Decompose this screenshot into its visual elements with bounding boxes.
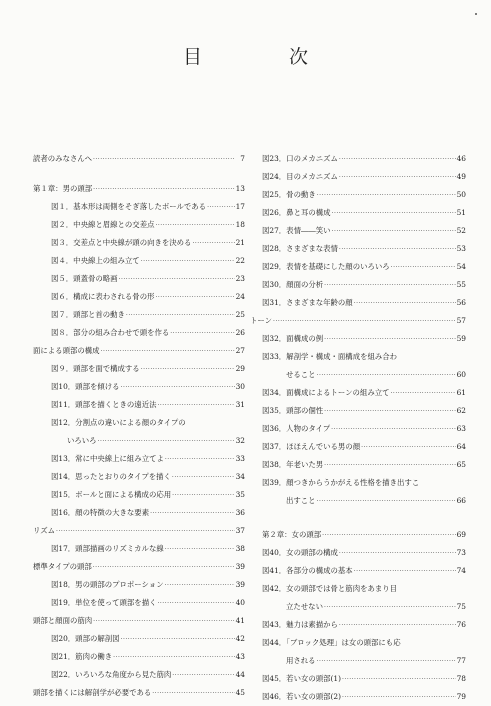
leader-dots <box>170 325 234 342</box>
toc-entry-page: 51 <box>456 208 466 217</box>
toc-entry-page: 76 <box>456 620 466 629</box>
leader-dots <box>324 403 455 420</box>
toc-entry-title: 図42．女の頭部では骨と筋肉をあまり目 <box>262 584 398 593</box>
toc-entry-page: 29 <box>235 364 245 373</box>
toc-entry-title: 図１．基本形は両側をそぎ落したボールである <box>51 202 207 211</box>
toc-entry <box>262 258 466 276</box>
toc-entry <box>262 402 466 420</box>
toc-entry-title: 図20．頭部の解剖図 <box>51 634 120 643</box>
toc-entry <box>262 384 466 402</box>
toc-entry-title: 図８．部分の組み合わせで頭を作る <box>51 328 170 337</box>
toc-entry-title: 第２章：女の頭部 <box>262 530 322 539</box>
toc-entry-page: 18 <box>235 220 245 229</box>
toc-entry-page: 62 <box>456 406 466 415</box>
toc-entry-title: 標準タイプの頭部 <box>33 562 92 571</box>
toc-entry-title: せること <box>286 370 316 379</box>
leader-dots <box>339 169 456 186</box>
toc-entry <box>33 414 245 432</box>
toc-entry <box>33 522 245 540</box>
toc-entry-title: 図25．骨の動き <box>262 190 316 199</box>
toc-entry-page: 75 <box>456 602 466 611</box>
toc-entry <box>262 240 466 258</box>
toc-entry <box>33 666 245 684</box>
toc-entry-page: 37 <box>235 526 245 535</box>
leader-dots <box>391 385 456 402</box>
toc-entry-page: 24 <box>235 292 245 301</box>
toc-entry <box>262 168 466 186</box>
section-gap <box>33 168 245 180</box>
toc-entry-page: 55 <box>456 280 466 289</box>
toc-entry-title: 頭部を描くには解剖学が必要である <box>33 688 152 697</box>
toc-entry <box>33 270 245 288</box>
toc-entry-title: 図14．思ったとおりのタイプを描く <box>51 472 171 481</box>
leader-dots <box>152 685 234 702</box>
toc-entry-page: 42 <box>235 634 245 643</box>
leader-dots <box>324 457 455 474</box>
leader-dots <box>332 205 456 222</box>
leader-dots <box>93 181 234 198</box>
toc-entry-page: 52 <box>456 226 466 235</box>
toc-entry-title: 図32．面構成の例 <box>262 334 324 343</box>
toc-entry <box>262 688 466 706</box>
toc-entry-title: 図３．交差点と中央線が頭の向きを決める <box>51 238 192 247</box>
toc-entry-title: 頭部と顔面の筋肉 <box>33 616 93 625</box>
toc-entry-title: 図12．分割点の違いによる顔のタイプの <box>51 418 186 427</box>
toc-entry <box>262 420 466 438</box>
toc-entry-page: 73 <box>456 548 466 557</box>
toc-entry-title: 第１章：男の頭部 <box>33 184 93 193</box>
toc-entry <box>262 366 466 384</box>
toc-entry-title: 図45．若い女の頭部(1) <box>262 674 341 683</box>
toc-entry-page: 35 <box>235 490 245 499</box>
toc-entry-page: 22 <box>235 256 245 265</box>
leader-dots <box>324 599 456 616</box>
toc-entry <box>33 432 245 450</box>
toc-entry-title: 面による頭部の構成 <box>33 346 100 355</box>
toc-right-column <box>250 150 466 706</box>
toc-entry-title: いろいろ <box>67 436 97 445</box>
toc-entry-page: 63 <box>456 424 466 433</box>
toc-entry <box>33 558 245 576</box>
leader-dots <box>354 295 456 312</box>
toc-entry-title: 図26．鼻と耳の構成 <box>262 208 331 217</box>
leader-dots <box>141 253 235 270</box>
toc-entry-title: 図23．口のメカニズム <box>262 154 338 163</box>
toc-entry <box>262 474 466 492</box>
leader-dots <box>157 595 234 612</box>
toc-entry-page: 54 <box>456 262 466 271</box>
leader-dots <box>93 151 235 168</box>
toc-entry <box>33 216 245 234</box>
toc-entry-page: 53 <box>456 244 466 253</box>
toc-entry <box>262 222 466 240</box>
toc-entry-title: 図30．顔面の分析 <box>262 280 324 289</box>
toc-entry-page: 17 <box>235 202 245 211</box>
toc-entry <box>33 612 245 630</box>
leader-dots <box>126 307 235 324</box>
toc-entry-page: 40 <box>235 598 245 607</box>
toc-entry-title: 図37．ほほえんでいる男の顔 <box>262 442 361 451</box>
leader-dots <box>101 343 235 360</box>
toc-entry-page: 45 <box>235 688 245 697</box>
leader-dots <box>342 689 456 706</box>
toc-entry-title: トーン <box>250 316 273 325</box>
leader-dots <box>56 523 235 540</box>
toc-entry-title: 図19．単位を使って頭部を描く <box>51 598 157 607</box>
toc-entry-page: 7 <box>240 154 245 163</box>
toc-entry-title: 図46．若い女の頭部(2) <box>262 692 341 701</box>
toc-entry-title: 図35．頭部の個性 <box>262 406 324 415</box>
toc-entry-title: 図22．いろいろな角度から見た筋肉 <box>51 670 172 679</box>
toc-entry <box>262 456 466 474</box>
leader-dots <box>155 217 234 234</box>
toc-entry <box>262 562 466 580</box>
toc-entry-title: 図40．女の頭部の構成 <box>262 548 338 557</box>
leader-dots <box>322 527 455 544</box>
toc-entry-page: 61 <box>456 388 466 397</box>
leader-dots <box>98 433 235 450</box>
toc-entry <box>33 180 245 198</box>
leader-dots <box>324 331 455 348</box>
toc-entry-page: 50 <box>456 190 466 199</box>
toc-entry <box>262 150 466 168</box>
toc-entry <box>262 204 466 222</box>
leader-dots <box>141 361 235 378</box>
toc-entry <box>33 486 245 504</box>
toc-entry <box>33 504 245 522</box>
toc-entry-title: 図16．顔の特徴の大きな要素 <box>51 508 150 517</box>
leader-dots <box>192 235 234 252</box>
toc-entry <box>262 492 466 510</box>
toc-entry <box>33 630 245 648</box>
toc-entry <box>33 252 245 270</box>
leader-dots <box>121 379 235 396</box>
toc-entry-page: 32 <box>235 436 245 445</box>
toc-entry-title: 読者のみなさんへ <box>33 154 92 163</box>
toc-entry-title: 図15．ボールと面による構成の応用 <box>51 490 172 499</box>
toc-entry-page: 38 <box>235 544 245 553</box>
toc-entry-page: 43 <box>235 652 245 661</box>
toc-entry-title: 図39．顔つきからうかがえる性格を描き出すこ <box>262 478 420 487</box>
toc-entry <box>262 348 466 366</box>
toc-entry <box>33 648 245 666</box>
leader-dots <box>93 559 235 576</box>
toc-entry-title: 立たせない <box>286 602 323 611</box>
toc-entry <box>33 540 245 558</box>
toc-entry <box>262 526 466 544</box>
toc-entry <box>250 312 466 330</box>
toc-entry-page: 74 <box>456 566 466 575</box>
toc-entry <box>33 378 245 396</box>
toc-entry <box>33 198 245 216</box>
toc-entry-page: 26 <box>235 328 245 337</box>
toc-entry-page: 78 <box>456 674 466 683</box>
leader-dots <box>172 667 234 684</box>
toc-entry-title: 図７．頭部と首の動き <box>51 310 125 319</box>
toc-entry-page: 30 <box>235 382 245 391</box>
page-title: 目 次 <box>182 46 342 68</box>
toc-entry <box>33 234 245 252</box>
section-gap <box>262 510 466 526</box>
toc-entry <box>33 468 245 486</box>
leader-dots <box>354 563 456 580</box>
toc-entry-page: 64 <box>456 442 466 451</box>
toc-entry-page: 21 <box>235 238 245 247</box>
toc-entry-page: 65 <box>456 460 466 469</box>
toc-entry-page: 59 <box>456 334 466 343</box>
toc-entry-title: 図33．解剖学・構成・面構成を組み合わ <box>262 352 398 361</box>
toc-entry-page: 60 <box>456 370 466 379</box>
leader-dots <box>324 277 455 294</box>
toc-entry-page: 36 <box>235 508 245 517</box>
toc-entry <box>33 396 245 414</box>
leader-dots <box>113 649 234 666</box>
leader-dots <box>273 313 456 330</box>
toc-entry-page: 39 <box>235 580 245 589</box>
toc-entry <box>33 342 245 360</box>
toc-entry-title: 図18．男の頭部のプロポーション <box>51 580 164 589</box>
toc-entry <box>262 330 466 348</box>
toc-entry-title: リズム <box>33 526 56 535</box>
toc-entry-title: 図41．各部分の構成の基本 <box>262 566 353 575</box>
toc-entry-title: 図４．中央線上の組み立て <box>51 256 140 265</box>
leader-dots <box>93 613 234 630</box>
toc-entry-page: 66 <box>456 496 466 505</box>
toc-entry-title: 図34．面構成によるトーンの組み立て <box>262 388 390 397</box>
leader-dots <box>339 545 456 562</box>
toc-entry-title: 図44．「ブロック処理」は女の頭部にも応 <box>262 638 401 647</box>
leader-dots <box>391 259 456 276</box>
toc-entry <box>262 438 466 456</box>
leader-dots <box>339 241 456 258</box>
toc-entry-title: 出すこと <box>286 496 316 505</box>
leader-dots <box>172 469 235 486</box>
toc-entry <box>33 684 245 702</box>
toc-entry-title: 図10．頭部を傾ける <box>51 382 120 391</box>
toc-entry-page: 23 <box>235 274 245 283</box>
toc-entry-page: 13 <box>235 184 245 193</box>
toc-entry <box>33 306 245 324</box>
toc-entry-page: 77 <box>456 656 466 665</box>
toc-entry <box>262 598 466 616</box>
leader-dots <box>119 271 235 288</box>
toc-entry-page: 46 <box>456 154 466 163</box>
toc-entry-page: 44 <box>235 670 245 679</box>
leader-dots <box>342 671 456 688</box>
toc-entry-page: 57 <box>456 316 466 325</box>
toc-entry <box>262 616 466 634</box>
leader-dots <box>317 187 456 204</box>
toc-entry <box>33 150 245 168</box>
leader-dots <box>317 653 456 670</box>
toc-entry-title: 図36．人物のタイプ <box>262 424 331 433</box>
toc-entry-page: 39 <box>235 562 245 571</box>
toc-entry <box>33 594 245 612</box>
toc-entry-title: 図５．頭蓋骨の略画 <box>51 274 118 283</box>
leader-dots <box>165 541 235 558</box>
toc-entry-title: 図27．表情――笑い <box>262 226 331 235</box>
toc-entry-title: 図２．中央線と眉線との交差点 <box>51 220 155 229</box>
toc-entry-page: 25 <box>235 310 245 319</box>
toc-entry-page: 49 <box>456 172 466 181</box>
leader-dots <box>165 577 235 594</box>
toc-entry-page: 34 <box>235 472 245 481</box>
toc-entry-title: 図６．構成に表わされる骨の形 <box>51 292 155 301</box>
toc-entry-page: 56 <box>456 298 466 307</box>
toc-entry-title: 図21．筋肉の働き <box>51 652 113 661</box>
leader-dots <box>157 397 234 414</box>
toc-entry-page: 31 <box>235 400 245 409</box>
leader-dots <box>172 487 234 504</box>
leader-dots <box>150 505 235 522</box>
toc-entry-title: 図38．年老いた男 <box>262 460 324 469</box>
toc-entry <box>33 450 245 468</box>
toc-entry <box>262 580 466 598</box>
leader-dots <box>331 421 455 438</box>
leader-dots <box>121 631 235 648</box>
toc-entry-title: 図31．さまざまな年齢の顔 <box>262 298 353 307</box>
toc-left-column <box>33 150 245 702</box>
toc-entry-title: 図９．頭部を面で構成する <box>51 364 140 373</box>
toc-entry <box>33 576 245 594</box>
leader-dots <box>207 199 235 216</box>
leader-dots <box>332 223 456 240</box>
leader-dots <box>317 493 456 510</box>
toc-entry-title: 図13．常に中央線上に組み立てよ <box>51 454 164 463</box>
toc-entry <box>262 186 466 204</box>
toc-entry <box>33 360 245 378</box>
toc-entry <box>262 294 466 312</box>
toc-entry <box>262 544 466 562</box>
toc-entry <box>262 276 466 294</box>
toc-entry-page: 79 <box>456 692 466 701</box>
toc-entry-page: 27 <box>235 346 245 355</box>
leader-dots <box>361 439 456 456</box>
page-corner-mark <box>475 13 477 15</box>
toc-entry-title: 用される <box>286 656 316 665</box>
toc-entry-title: 図28．さまざまな表情 <box>262 244 338 253</box>
leader-dots <box>165 451 235 468</box>
leader-dots <box>155 289 234 306</box>
toc-entry <box>33 288 245 306</box>
toc-entry <box>262 670 466 688</box>
leader-dots <box>339 617 456 634</box>
toc-entry-title: 図24．目のメカニズム <box>262 172 338 181</box>
toc-entry-page: 33 <box>235 454 245 463</box>
toc-entry-page: 41 <box>235 616 245 625</box>
leader-dots <box>339 151 456 168</box>
toc-entry-title: 図11．頭部を描くときの遠近法 <box>51 400 157 409</box>
toc-entry-title: 図43．魅力は素描から <box>262 620 338 629</box>
toc-entry <box>262 634 466 652</box>
leader-dots <box>317 367 456 384</box>
toc-entry <box>262 652 466 670</box>
toc-entry-title: 図17．頭部描画のリズミカルな線 <box>51 544 164 553</box>
toc-entry-title: 図29．表情を基礎にした顔のいろいろ <box>262 262 390 271</box>
toc-entry <box>33 324 245 342</box>
toc-entry-page: 69 <box>456 530 466 539</box>
